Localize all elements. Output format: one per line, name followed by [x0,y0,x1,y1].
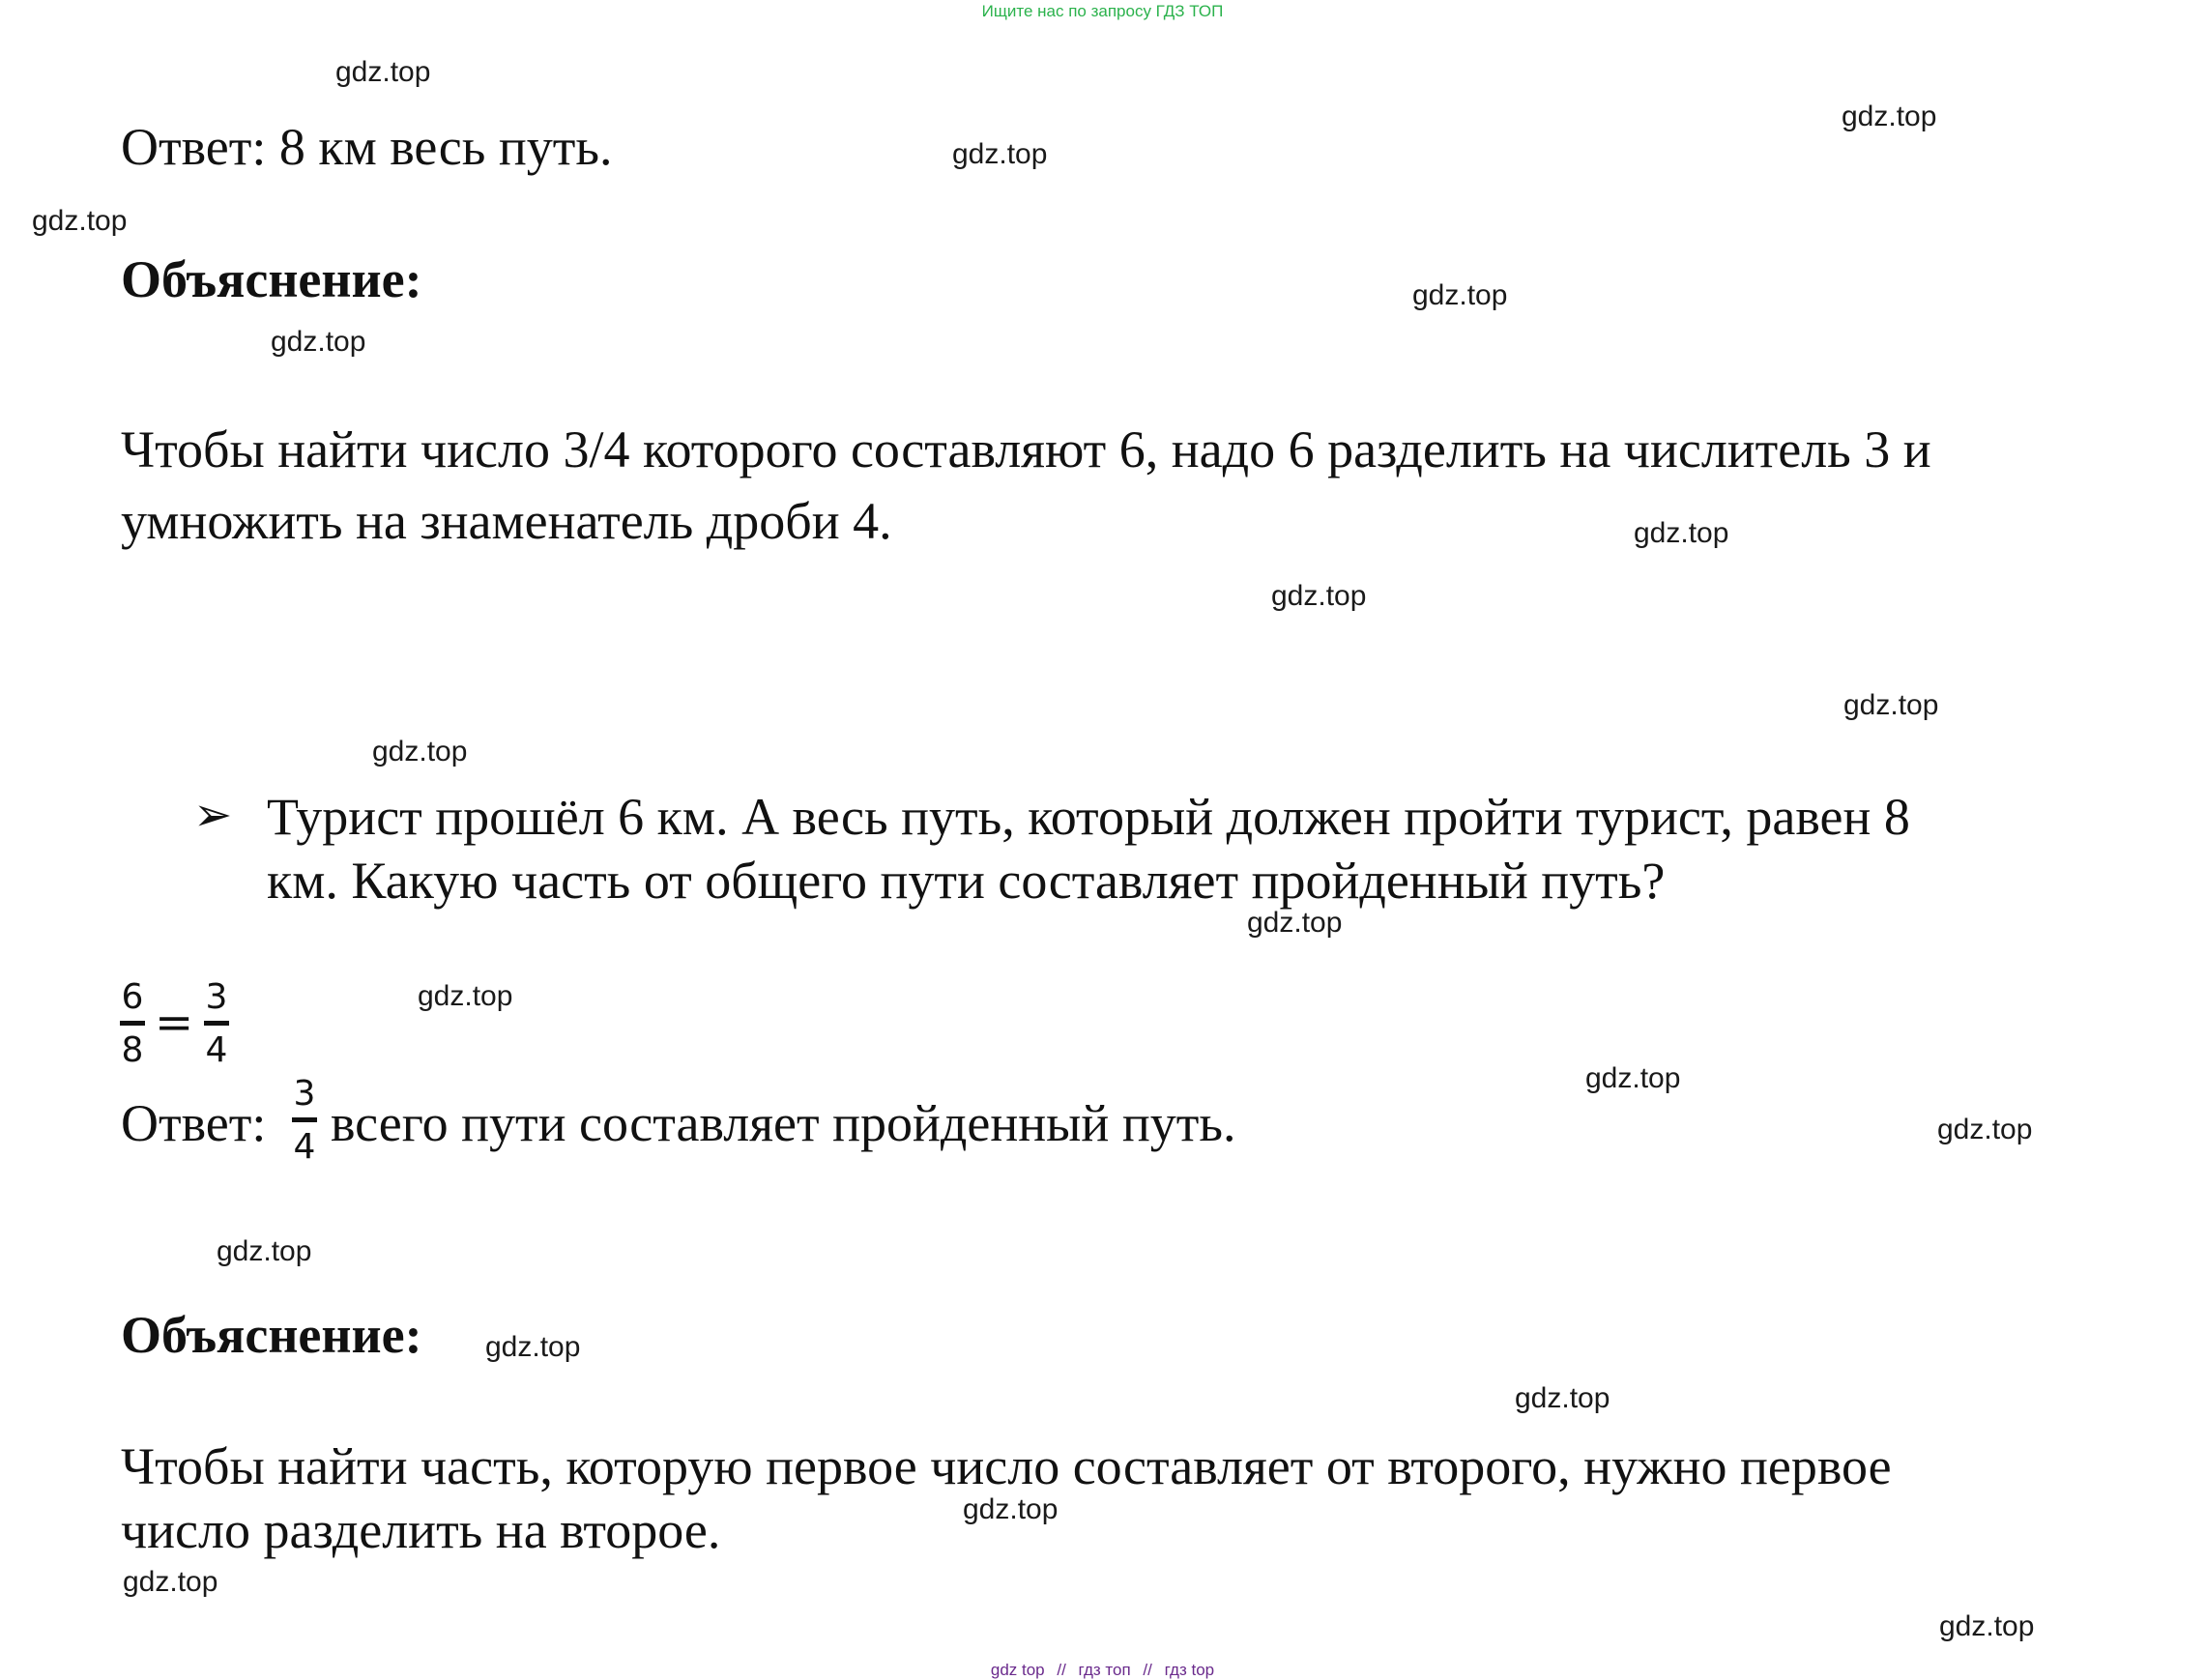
explanation-2-line-1: Чтобы найти часть, которую первое число составляет от второго, нужно первое [121,1437,1892,1495]
fraction-left [120,977,145,1070]
explanation-2-line-2: число разделить на второе. [121,1501,721,1559]
watermark: gdz.top [963,1493,1059,1525]
watermark: gdz.top [418,980,513,1012]
footer-part-1: gdz top [990,1661,1045,1679]
answer-2-prefix: Ответ: [121,1094,267,1152]
fraction-left-denominator: 8 [121,1030,144,1070]
watermark: gdz.top [372,736,468,768]
explanation-heading-1: Объяснение: [121,250,422,308]
watermark: gdz.top [952,138,1048,170]
answer-1: Ответ: 8 км весь путь. [121,118,613,176]
watermark: gdz.top [1412,279,1508,311]
fraction-right-denominator: 4 [205,1030,228,1070]
explanation-heading-2: Объяснение: [121,1306,422,1364]
fraction-bar [204,1021,229,1026]
footer-separator: // [1143,1661,1152,1679]
footer [0,1661,2205,1680]
fraction-bar [120,1021,145,1026]
footer-part-3: гдз top [1164,1661,1215,1679]
explanation-1-line-2: умножить на знаменатель дроби 4. [121,492,892,550]
footer-part-2: гдз топ [1078,1661,1131,1679]
watermark: gdz.top [217,1235,312,1267]
task-line-2: км. Какую часть от общего пути составляет пройденный путь? [267,852,1666,910]
watermark: gdz.top [1271,580,1367,612]
watermark: gdz.top [335,56,431,88]
top-banner: Ищите нас по запросу ГДЗ ТОП [981,2,1224,20]
fraction-left-numerator: 6 [121,977,144,1017]
watermark: gdz.top [1634,517,1729,549]
watermark: gdz.top [1585,1062,1681,1094]
explanation-1-line-1: Чтобы найти число 3/4 которого составляют 6, надо 6 разделить на числитель 3 и [121,420,1931,478]
answer-2-text: всего пути составляет пройденный путь. [331,1094,1236,1152]
task-line-1: Турист прошёл 6 км. А весь путь, который должен пройти турист, равен 8 [267,788,1910,846]
watermark: gdz.top [1939,1610,2035,1642]
bullet-arrow-icon: ➢ [193,790,233,841]
answer-2-fraction [292,1074,317,1167]
watermark: gdz.top [123,1566,218,1598]
watermark: gdz.top [1515,1382,1610,1414]
fraction-right-numerator: 3 [205,977,228,1017]
watermark: gdz.top [1843,689,1939,721]
footer-separator: // [1057,1661,1066,1679]
watermark: gdz.top [1937,1114,2033,1145]
watermark: gdz.top [1842,101,1937,132]
equals-sign: = [155,996,194,1050]
watermark: gdz.top [485,1331,581,1363]
fraction-right [204,977,229,1070]
watermark: gdz.top [32,205,128,237]
answer-2-fraction-numerator: 3 [293,1074,316,1114]
answer-2-fraction-denominator: 4 [293,1127,316,1167]
fraction-bar [292,1117,317,1122]
watermark: gdz.top [1247,907,1343,939]
watermark: gdz.top [271,326,366,358]
